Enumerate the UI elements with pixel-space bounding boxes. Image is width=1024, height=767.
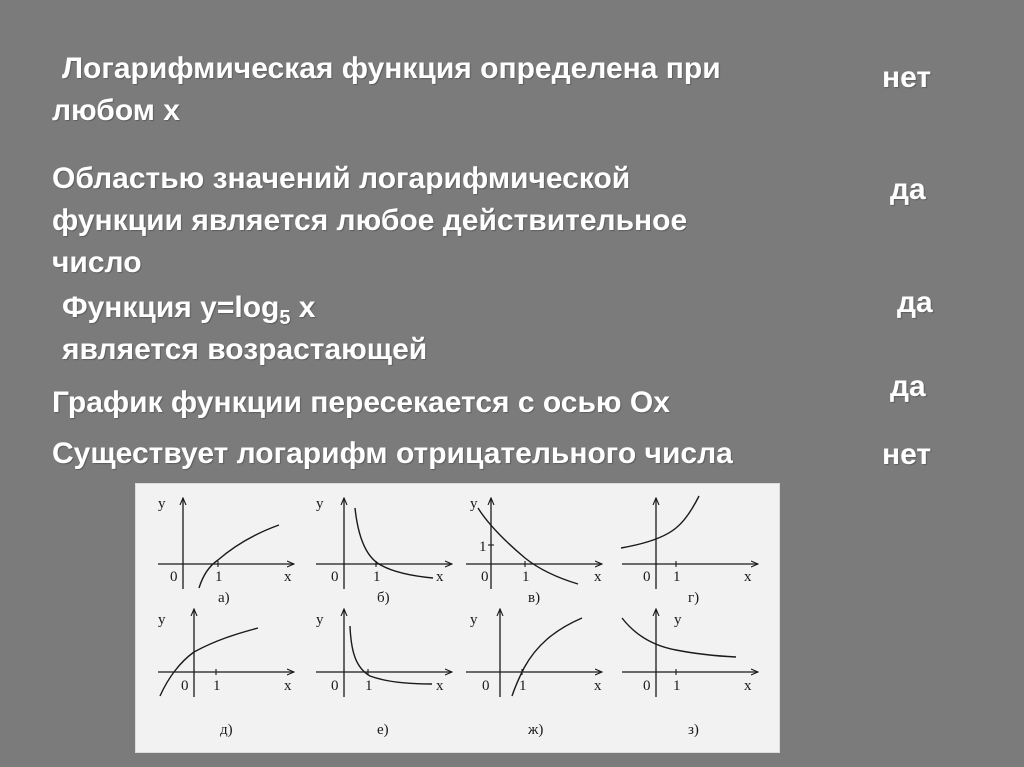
graph-f-curve <box>350 626 432 684</box>
answer-2: да <box>890 173 926 206</box>
graph-b-y-label: y <box>316 496 324 512</box>
graph-d-caption: г) <box>688 590 700 606</box>
graph-g-origin: 0 <box>482 678 490 694</box>
statement-2-line-1: Областью значений логарифмической <box>52 162 631 195</box>
graph-d-curve <box>621 496 699 548</box>
graph-h-one: 1 <box>673 678 681 694</box>
graph-c-caption: в) <box>528 590 541 606</box>
statement-1-line-1: Логарифмическая функция определена при <box>62 52 721 85</box>
graph-f-caption: е) <box>377 722 389 738</box>
graph-e-y-label: y <box>158 612 166 628</box>
statement-1 <box>62 48 721 90</box>
graphs-figure <box>136 484 779 752</box>
graph-g-y-label: y <box>470 612 478 628</box>
graph-c-one: 1 <box>522 569 530 585</box>
graph-c-y-one: 1 <box>479 539 487 555</box>
graph-c-x-label: x <box>594 569 602 585</box>
graph-f-one: 1 <box>365 678 373 694</box>
graph-h-caption: з) <box>688 722 699 738</box>
graph-g <box>466 609 602 738</box>
graph-e-x-label: x <box>284 678 292 694</box>
statement-1-line-2: любом x <box>52 94 180 127</box>
graph-a-origin: 0 <box>170 569 178 585</box>
graph-e-curve <box>160 628 258 696</box>
graph-a-one: 1 <box>215 569 223 585</box>
graph-b-x-label: x <box>436 569 444 585</box>
graph-b-curve <box>355 508 433 578</box>
graph-b-caption: б) <box>377 590 390 606</box>
graph-d-x-label: x <box>744 569 752 585</box>
graph-d <box>621 496 758 606</box>
statement-3 <box>62 287 427 371</box>
graph-g-one: 1 <box>519 678 527 694</box>
statement-3-suffix: x <box>290 291 316 324</box>
graph-a-x-label: x <box>284 569 292 585</box>
graph-h <box>622 609 758 738</box>
statement-5-line-1: Существует логарифм отрицательного числа <box>52 437 733 470</box>
graph-a-y-label: y <box>158 496 166 512</box>
statement-2-line-3: число <box>52 246 142 279</box>
graph-d-origin: 0 <box>643 569 651 585</box>
graph-a-curve <box>199 525 279 588</box>
answer-4: да <box>890 370 926 403</box>
statement-3-prefix: Функция y=log <box>62 291 280 324</box>
statement-3-line-1 <box>62 287 427 329</box>
statement-4 <box>52 382 670 424</box>
graph-f <box>316 609 452 738</box>
statement-2-line-2: функции является любое действительное <box>52 204 688 237</box>
statement-1-cont <box>52 90 180 132</box>
statement-2 <box>52 158 687 284</box>
statement-3-subscript: 5 <box>279 307 291 329</box>
graph-a <box>158 496 294 606</box>
graph-g-caption: ж) <box>528 722 544 738</box>
graph-g-x-label: x <box>594 678 602 694</box>
graph-c-origin: 0 <box>481 569 489 585</box>
answer-5: нет <box>882 438 932 471</box>
graph-f-y-label: y <box>316 612 324 628</box>
statement-5 <box>52 433 733 475</box>
graph-b <box>316 496 452 606</box>
graph-c <box>466 496 602 606</box>
graph-e-one: 1 <box>213 678 221 694</box>
graph-a-caption: а) <box>218 590 230 606</box>
graph-e-caption: д) <box>220 722 233 738</box>
answer-1: нет <box>882 61 932 94</box>
graph-c-y-label: y <box>470 496 478 512</box>
graph-h-origin: 0 <box>643 678 651 694</box>
graph-f-origin: 0 <box>331 678 339 694</box>
graphs-panel <box>135 483 780 753</box>
answer-3: да <box>897 286 933 319</box>
graph-e-origin: 0 <box>181 678 189 694</box>
graph-e <box>158 609 294 738</box>
graph-b-one: 1 <box>373 569 381 585</box>
graph-h-y-label: y <box>674 612 682 628</box>
graph-d-one: 1 <box>673 569 681 585</box>
graph-f-x-label: x <box>436 678 444 694</box>
graph-b-origin: 0 <box>331 569 339 585</box>
statement-3-line-2: является возрастающей <box>62 333 428 366</box>
graph-h-x-label: x <box>744 678 752 694</box>
statement-4-line-1: График функции пересекается с осью Ox <box>52 386 670 419</box>
